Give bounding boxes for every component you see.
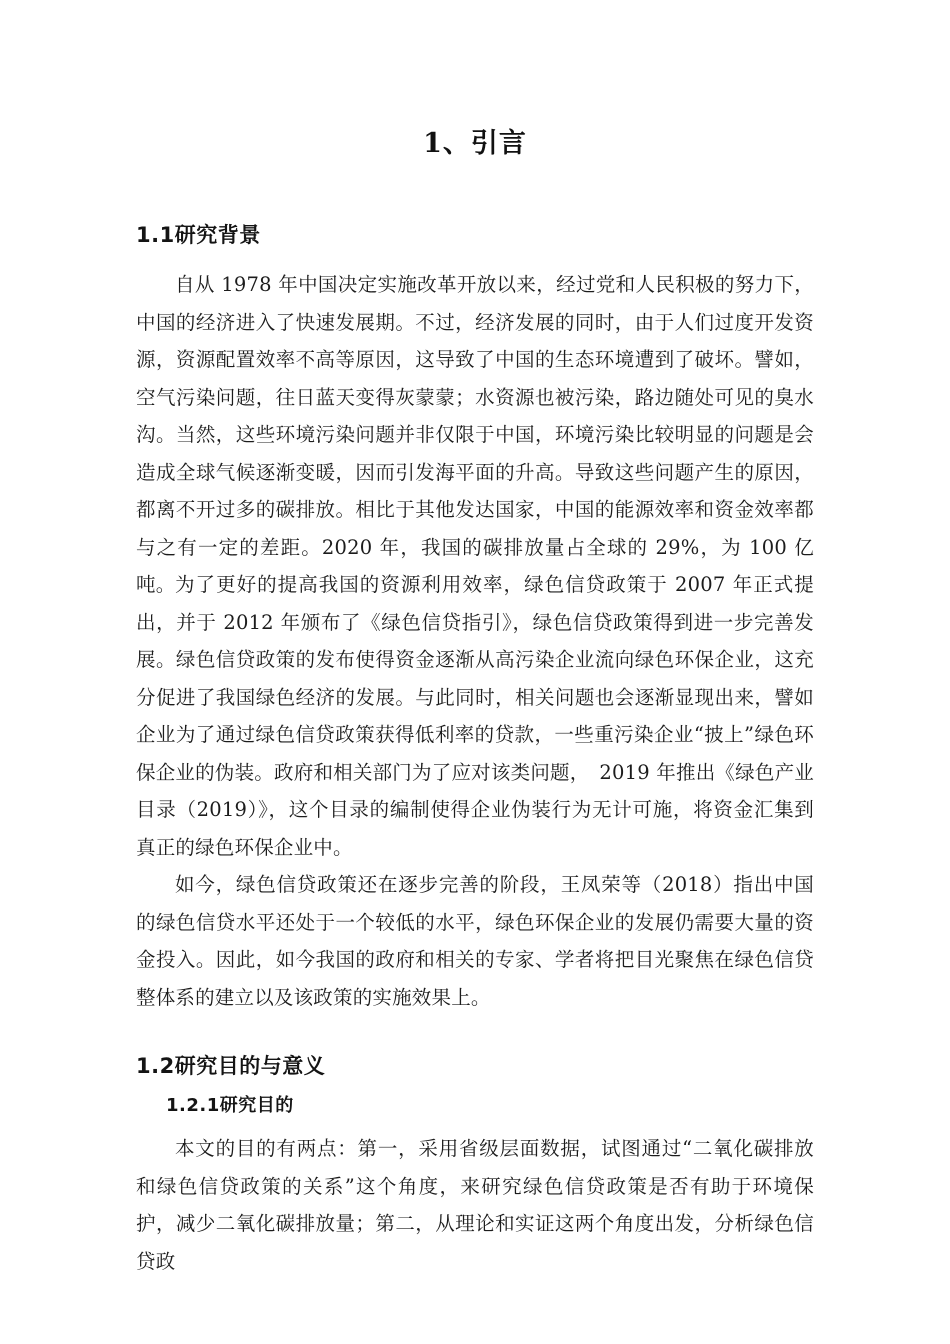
heading-1-2-1-research-purpose: 1.2.1研究目的	[166, 1095, 294, 1116]
paragraph-1-1-1: 自从 1978 年中国决定实施改革开放以来，经过党和人民积极的努力下，中国的经济进入了快速发展期。不过，经济发展的同时，由于人们过度开发资源，资源配置效率不高等原因，这导致了中国的生态环境遭到了破坏。譬如，空气污染问题，往日蓝天变得灰蒙蒙；水资源也被污染，路边随处可见的臭水沟。当然，这些环境污染问题并非仅限于中国，环境污染比较明显的问题是会造成全球气候逐渐变暖，因而引发海平面的升高。导致这些问题产生的原因，都离不开过多的碳排放。相比于其他发达国家，中国的能源效率和资金效率都与之有一定的差距。2020 年，我国的碳排放量占全球的 29%，为 100 亿吨。	[136, 273, 814, 596]
page-title: 1、引言	[423, 128, 527, 159]
paragraph-1-2-1-1: 本文的目的有两点：第一，采用省级层面数据，试图通过“二氧化碳排放和绿色信贷政策的关系”这个角度，来研究绿色信贷政策是否有助于环境保护，减少二氧化碳排放量；第二，从理论和实证这两个角度出发，分析绿色信贷政	[136, 1137, 814, 1273]
heading-1-2-research-purpose-and-significance: 1.2研究目的与意义	[136, 1054, 326, 1078]
paragraph-1-1-3: 如今，绿色信贷政策还在逐步完善的阶段，王凤荣等（2018）指出中国的绿色信贷水平还处于一个较低的水平，绿色环保企业的发展仍需要大量的资金投入。因此，如今我国的政府和相关的专家、学者将把目光聚焦在绿色信贷整体系的建立以及该政策的实施效果上。	[136, 873, 814, 1009]
paragraph-1-1-2: 为了更好的提高我国的资源利用效率，绿色信贷政策于 2007 年正式提出，并于 2012 年颁布了《绿色信贷指引》，绿色信贷政策得到进一步完善发展。绿色信贷政策的发布使得资金逐渐从高污染企业流向绿色环保企业，这充分促进了我国绿色经济的发展。与此同时，相关问题也会逐渐显现出来，譬如企业为了通过绿色信贷政策获得低利率的贷款，一些重污染企业“披上”绿色环保企业的伪装。政府和相关部门为了应对该类问题， 2019 年推出《绿色产业目录（2019）》，这个目录的编制使得企业伪装行为无计可施，将资金汇集到真正的绿色环保企业中。	[136, 573, 814, 859]
heading-1-1-research-background: 1.1研究背景	[136, 223, 261, 247]
